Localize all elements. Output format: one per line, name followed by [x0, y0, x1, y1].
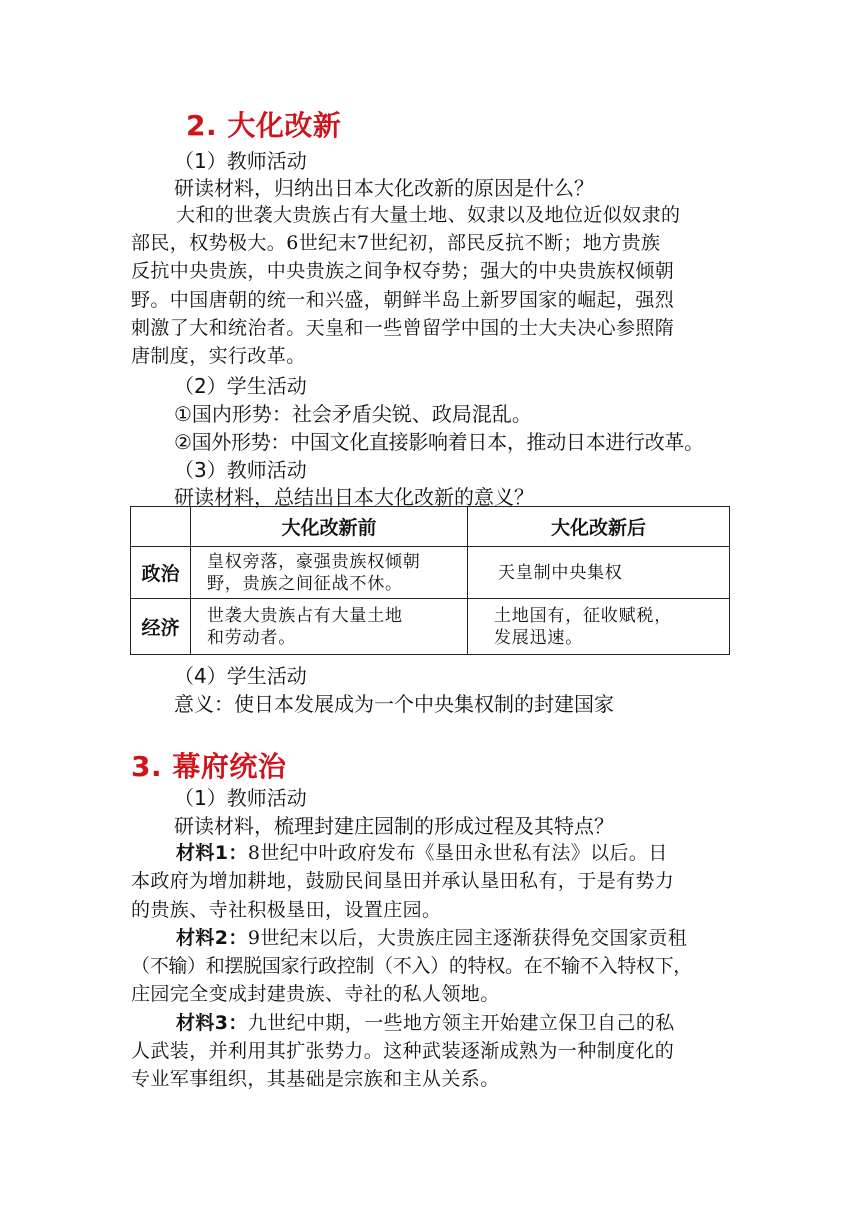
cell-line: 野，贵族之间征战不休。: [207, 573, 403, 594]
material-line: 专业军事组织，其基础是宗族和主从关系。: [131, 1068, 500, 1090]
teacher-activity-1-label: （1）教师活动: [174, 786, 307, 810]
politics-before-cell: [191, 547, 468, 599]
material-line: 的贵族、寺社积极垦田，设置庄园。: [131, 899, 442, 921]
material-line: 野。中国唐朝的统一和兴盛，朝鲜半岛上新罗国家的崛起，强烈: [131, 289, 675, 311]
material-line: （不输）和摆脱国家行政控制（不入）的特权。在不输不入特权下，: [131, 955, 693, 977]
cell-line: 皇权旁落，豪强贵族权倾朝: [207, 551, 421, 572]
material-line: 人武装，并利用其扩张势力。这种武装逐渐成熟为一种制度化的: [131, 1040, 675, 1062]
table-row: [131, 599, 730, 655]
section-3-heading: 3. 幕府统治: [131, 750, 287, 783]
row-label-politics: 政治: [131, 547, 191, 599]
material-text: 九世纪中期，一些地方领主开始建立保卫自己的私: [247, 1012, 675, 1034]
table-header-row: [131, 507, 730, 547]
row-label-economy: 经济: [131, 599, 191, 655]
material-line: 唐制度，实行改革。: [131, 345, 306, 367]
politics-after-cell: [468, 547, 730, 599]
cell-line: 发展迅速。: [494, 627, 583, 648]
question-causes: 研读材料，归纳出日本大化改新的原因是什么？: [174, 176, 594, 200]
domestic-situation: ①国内形势：社会矛盾尖锐、政局混乱。: [174, 402, 532, 426]
student-activity-2-label: （2）学生活动: [174, 374, 307, 398]
material-line: 大和的世袭大贵族占有大量土地、奴隶以及地位近似奴隶的: [176, 204, 681, 226]
material-line: 刺激了大和统治者。天皇和一些曾留学中国的士大夫决心参照隋: [131, 317, 675, 339]
significance-statement: 意义：使日本发展成为一个中央集权制的封建国家: [174, 692, 614, 716]
economy-after-cell: [468, 599, 730, 655]
question-significance: 研读材料，总结出日本大化改新的意义？: [174, 485, 534, 509]
table-row: [131, 547, 730, 599]
material-line: 部民，权势极大。6世纪末7世纪初，部民反抗不断；地方贵族: [131, 232, 661, 254]
material-line: 庄园完全变成封建贵族、寺社的私人领地。: [131, 983, 500, 1005]
teacher-activity-1-label: （1）教师活动: [174, 149, 307, 173]
material-line: [176, 1008, 675, 1035]
material-text: 9世纪末以后，大贵族庄园主逐渐获得免交国家贡租: [247, 927, 688, 949]
material-label: 材料3：: [176, 1012, 248, 1034]
table-corner-cell: [131, 507, 191, 547]
cell-line: 和劳动者。: [207, 627, 296, 648]
cell-line: 天皇制中央集权: [498, 562, 623, 583]
material-line: 本政府为增加耕地，鼓励民间垦田并承认垦田私有，于是有势力: [131, 870, 675, 892]
material-text: 8世纪中叶政府发布《垦田永世私有法》以后。日: [247, 842, 668, 864]
cell-line: 土地国有，征收赋税，: [494, 605, 672, 626]
section-2-heading: 2. 大化改新: [186, 109, 342, 142]
comparison-table: [130, 506, 730, 655]
material-line: [176, 838, 668, 865]
material-label: 材料1：: [176, 842, 248, 864]
material-line: [176, 923, 687, 950]
question-manor-system: 研读材料，梳理封建庄园制的形成过程及其特点？: [174, 814, 614, 838]
table-header-before: 大化改新前: [191, 507, 468, 547]
teacher-activity-3-label: （3）教师活动: [174, 458, 307, 482]
cell-line: 世袭大贵族占有大量土地: [207, 605, 403, 626]
table-header-after: 大化改新后: [468, 507, 730, 547]
material-line: 反抗中央贵族，中央贵族之间争权夺势；强大的中央贵族权倾朝: [131, 260, 675, 282]
material-label: 材料2：: [176, 927, 248, 949]
foreign-situation: ②国外形势：中国文化直接影响着日本，推动日本进行改革。: [174, 430, 704, 454]
student-activity-4-label: （4）学生活动: [174, 664, 307, 688]
economy-before-cell: [191, 599, 468, 655]
